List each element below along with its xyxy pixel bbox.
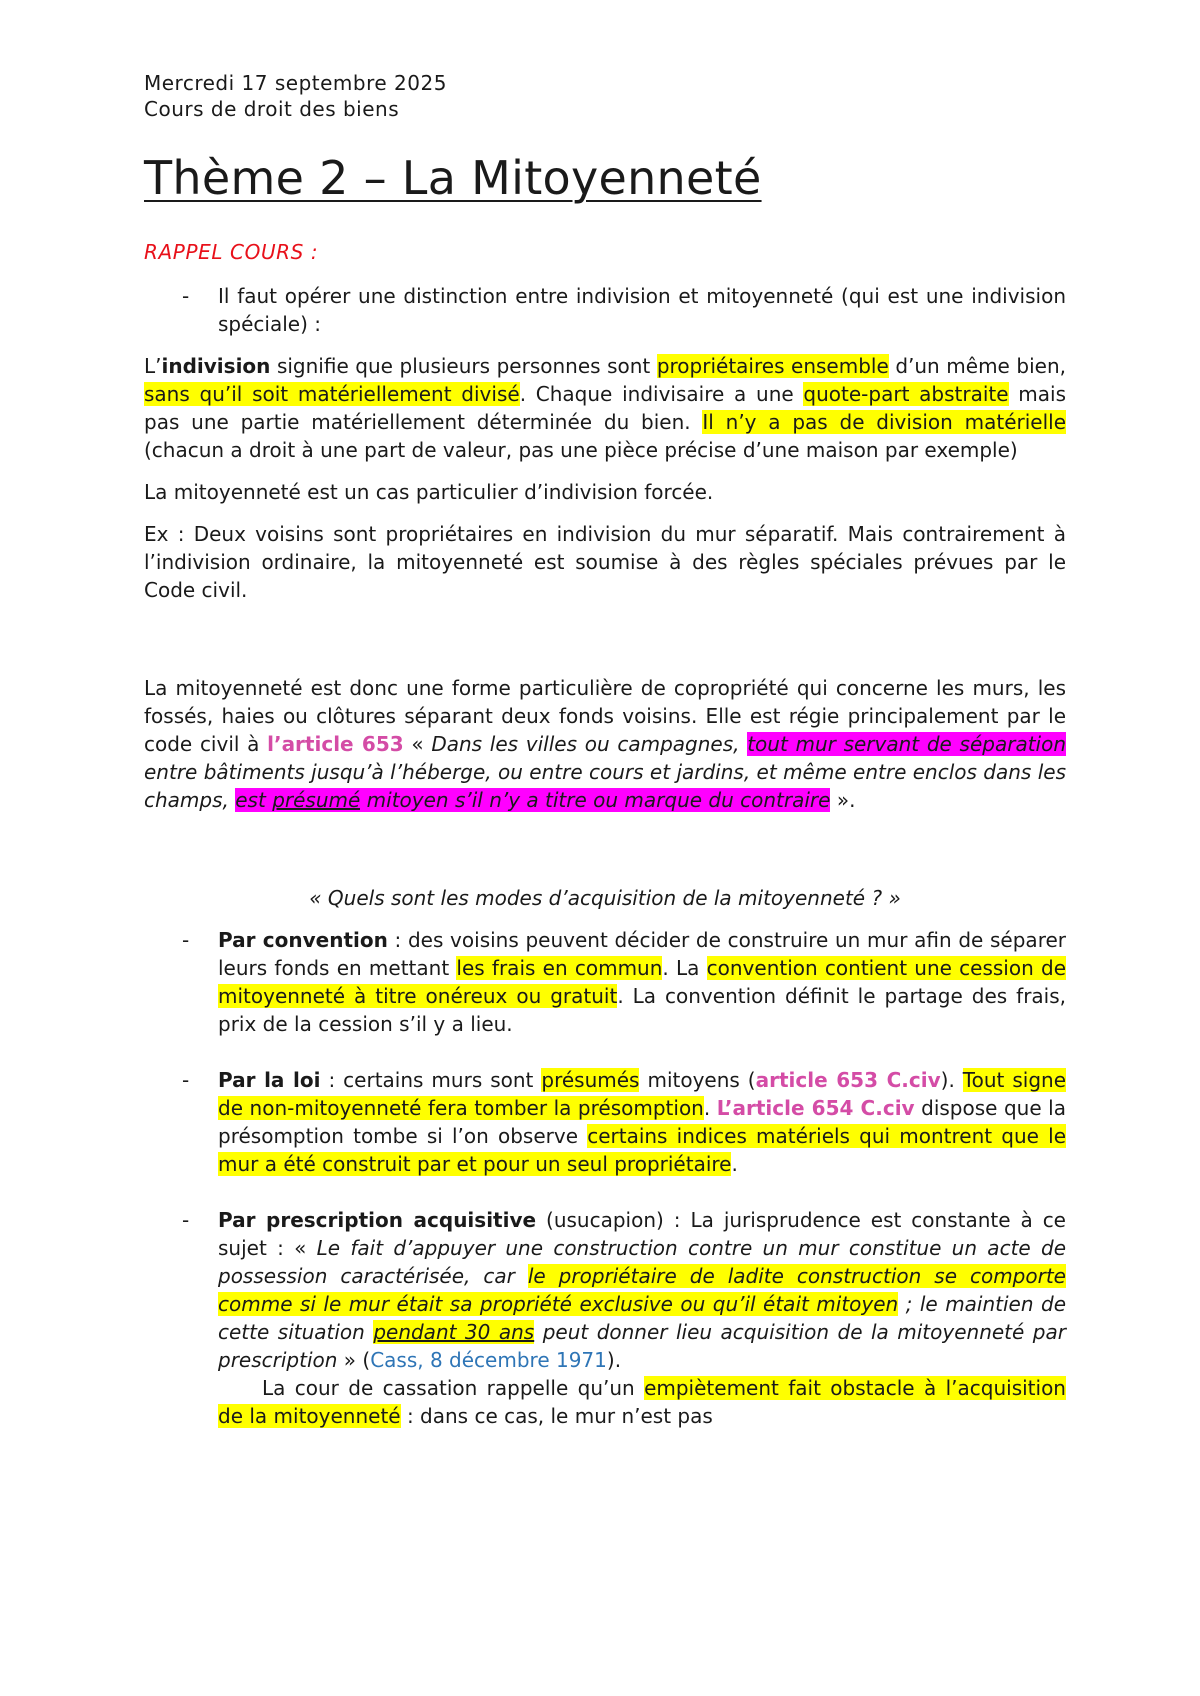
text-run: signifie que plusieurs personnes sont [270,354,657,378]
bold-term: indivision [161,354,271,378]
page-title: Thème 2 – La Mitoyenneté [144,151,762,205]
text-run: L’ [144,354,162,378]
quote-text: ; le maintien de cette situation [218,1292,1066,1344]
text-run: : dans ce cas, le mur n’est pas [400,1404,713,1428]
highlight: quote-part abstraite [803,382,1009,406]
quote-text: Dans les villes ou campagnes, [431,732,748,756]
text-run: ». [830,788,856,812]
text-run: . [703,1096,717,1120]
highlight: est [235,788,273,812]
text-run: mais pas une partie matériellement déterminée du bien. [144,382,1066,434]
text-run: ). [940,1068,963,1092]
bold-term: Par prescription acquisitive [218,1208,537,1232]
highlight: tout mur servant de séparation [747,732,1067,756]
mode-convention [144,926,1066,1038]
text-run: « [403,732,432,756]
text-run: . La [662,956,707,980]
highlight: les frais en commun [456,956,663,980]
rappel-heading: RAPPEL COURS : [144,240,319,264]
highlight: Il n’y a pas de division matérielle [702,410,1066,434]
highlight: convention contient une cession de mitoyenneté à titre onéreux ou gratuit [218,956,1066,1008]
case-citation: Cass, 8 décembre 1971 [370,1348,607,1372]
text-run: . [731,1152,738,1176]
quote-text: Le fait d’appuyer une construction contre un mur constitue un acte de possession caractérisée, car [218,1236,1066,1288]
list-dash: - [182,284,190,308]
text-run: ). [606,1348,622,1372]
intro-list [144,282,1066,338]
text-run: La cour de cassation rappelle qu’un [262,1376,645,1400]
text-run: . La convention définit le partage des frais, prix de la cession s’il y a lieu. [218,984,1067,1036]
highlight: certains indices matériels qui montrent que le mur a été construit par et pour un seul propriétaire [218,1124,1066,1176]
date-line: Mercredi 17 septembre 2025 [144,71,447,95]
text-run: (usucapion) : La jurisprudence est constante à ce sujet : « [218,1208,1066,1260]
acquisition-modes-list [144,926,1066,1430]
list-item [144,282,1066,338]
example-paragraph: Ex : Deux voisins sont propriétaires en indivision du mur séparatif. Mais contrairement à l’indivision ordinaire, la mitoyenneté est soumise à des règles spéciales prévues par le Code civil. [144,522,1066,602]
list-dash: - [182,928,190,952]
article-reference: l’article 653 [267,732,404,756]
text-run: d’un même bien, [888,354,1066,378]
highlight: présumés [541,1068,640,1092]
text-run: (chacun a droit à une part de valeur, pas une pièce précise d’une maison par exemple) [144,438,1018,462]
highlight: le propriétaire de ladite construction se comporte comme si le mur était sa propriété exclusive ou qu’il était mitoyen [218,1264,1066,1316]
text-run: La mitoyenneté est donc une forme particulière de copropriété qui concerne les murs, les fossés, haies ou clôtures séparant deux fonds voisins. Elle est régie principalement par le code civil à [144,676,1066,756]
bold-term: Par convention [218,928,388,952]
highlight-underlined: présumé [272,788,361,812]
text-run: . Chaque indivisaire a une [519,382,804,406]
text-run: dispose que la présomption tombe si l’on observe [218,1096,1066,1148]
text-run: : des voisins peuvent décider de construire un mur afin de séparer leurs fonds en mettant [218,928,1066,980]
indivision-paragraph [144,352,1066,464]
mode-loi [144,1066,1066,1178]
highlight: mitoyen s’il n’y a titre ou marque du contraire [360,788,831,812]
quote-text: peut donner lieu acquisition de la mitoyenneté par prescription [218,1320,1066,1372]
text-run: : certains murs sont [320,1068,542,1092]
mode-prescription [144,1206,1066,1430]
question-line: « Quels sont les modes d’acquisition de la mitoyenneté ? » [309,886,901,910]
mitoyennete-definition: La mitoyenneté est un cas particulier d’indivision forcée. [144,480,714,504]
highlight: empiètement fait obstacle à l’acquisition de la mitoyenneté [218,1376,1066,1428]
highlight: sans qu’il soit matériellement divisé [144,382,520,406]
quote-text: entre bâtiments jusqu’à l’héberge, ou entre cours et jardins, et même entre enclos dans les champs, [144,760,1066,812]
article-653-paragraph [144,674,1066,814]
bold-term: Par la loi [218,1068,321,1092]
list-item-text: Il faut opérer une distinction entre indivision et mitoyenneté (qui est une indivision spéciale) : [218,284,1066,336]
document-header [144,70,1066,122]
article-reference: article 653 C.civ [755,1068,941,1092]
highlight-underlined: pendant 30 ans [373,1320,535,1344]
list-dash: - [182,1208,190,1232]
highlight: propriétaires ensemble [656,354,889,378]
list-dash: - [182,1068,190,1092]
highlight: Tout signe de non-mitoyenneté fera tomber la présomption [218,1068,1067,1120]
text-run: » ( [337,1348,371,1372]
text-run: mitoyens ( [639,1068,756,1092]
article-reference: L’article 654 C.civ [716,1096,915,1120]
course-line: Cours de droit des biens [144,97,400,121]
